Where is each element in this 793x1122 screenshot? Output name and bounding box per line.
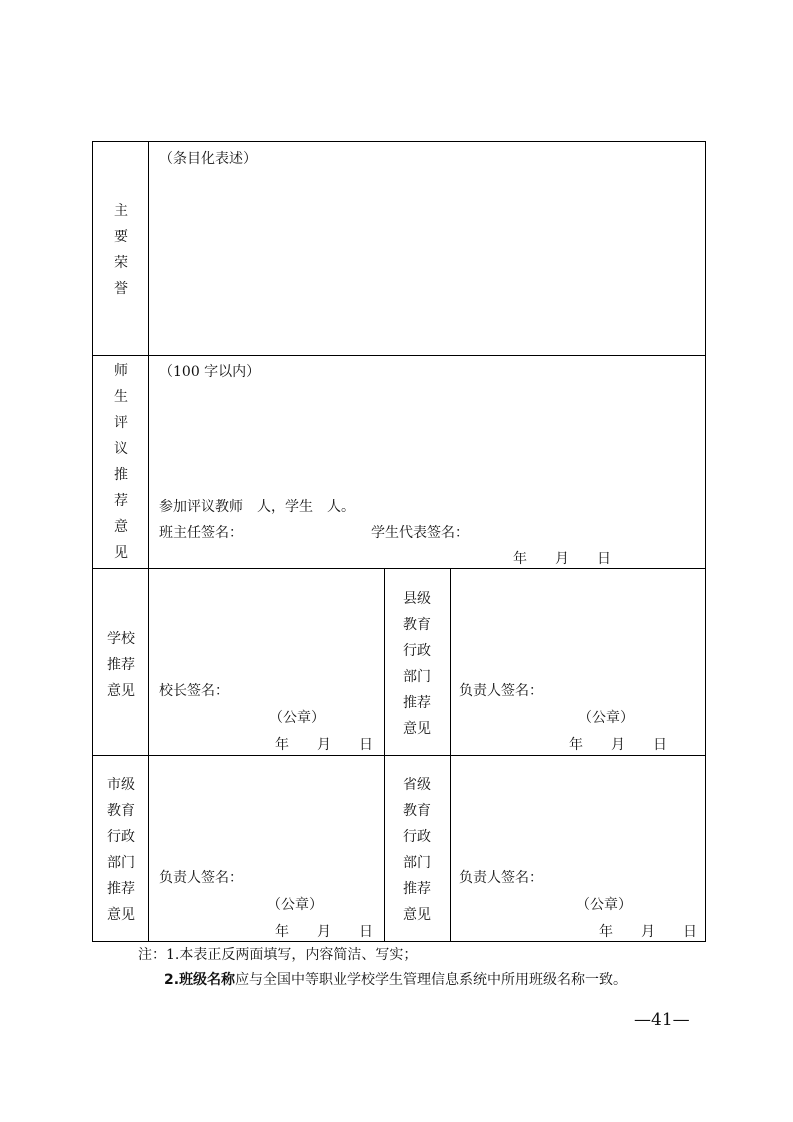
row-divider (93, 568, 705, 569)
label-char: 生 (114, 389, 128, 405)
column-divider (384, 568, 385, 941)
label-line: 意见 (107, 907, 135, 923)
label-line: 意见 (403, 721, 431, 737)
school-date: 年 月 日 (275, 737, 373, 753)
province-signature-label: 负责人签名： (459, 870, 543, 886)
student-rep-signature-label: 学生代表签名： (371, 525, 469, 541)
headteacher-signature-label: 班主任签名： (159, 525, 243, 541)
label-line: 行政 (403, 829, 431, 845)
county-date: 年 月 日 (569, 737, 667, 753)
school-label (101, 626, 141, 704)
label-line: 意见 (403, 907, 431, 923)
review-participants: 参加评议教师 人，学生 人。 (159, 499, 355, 515)
note-line-2 (164, 971, 627, 989)
note-line-1: 注：1.本表正反两面填写，内容简洁、写实； (138, 947, 418, 963)
city-seal: （公章） (267, 897, 323, 913)
label-char: 推 (114, 467, 128, 483)
label-char: 议 (114, 441, 128, 457)
county-signature-label: 负责人签名： (459, 683, 543, 699)
province-label (397, 772, 437, 928)
label-line: 意见 (107, 683, 135, 699)
label-line: 教育 (403, 617, 431, 633)
label-line: 部门 (403, 669, 431, 685)
label-line: 市级 (107, 777, 135, 793)
label-line: 教育 (107, 803, 135, 819)
label-char: 荐 (114, 493, 128, 509)
row-divider (93, 755, 705, 756)
column-divider (148, 142, 149, 941)
label-char: 荣 (114, 255, 128, 271)
label-line: 推荐 (403, 695, 431, 711)
label-line: 行政 (107, 829, 135, 845)
label-line: 部门 (107, 855, 135, 871)
label-char: 意 (114, 519, 128, 535)
province-date: 年 月 日 (599, 924, 697, 940)
note-emphasis: 班级名称 (179, 972, 236, 988)
page-number: —41— (634, 1010, 690, 1030)
label-line: 部门 (403, 855, 431, 871)
label-char: 师 (114, 363, 128, 379)
review-label (101, 358, 141, 566)
column-divider (450, 568, 451, 941)
label-char: 见 (114, 545, 128, 561)
note-text: 应与全国中等职业学校学生管理信息系统中所用班级名称一致。 (235, 972, 628, 988)
label-char: 誉 (114, 281, 128, 297)
label-line: 推荐 (107, 881, 135, 897)
row-divider (93, 355, 705, 356)
province-seal: （公章） (576, 897, 632, 913)
honors-hint: （条目化表述） (159, 151, 257, 167)
label-line: 推荐 (107, 657, 135, 673)
label-line: 学校 (107, 631, 135, 647)
review-date: 年 月 日 (513, 551, 611, 567)
label-line: 推荐 (403, 881, 431, 897)
label-char: 主 (114, 203, 128, 219)
review-hint: （100 字以内） (159, 364, 261, 380)
recommendation-form-table (92, 141, 706, 942)
principal-signature-label: 校长签名： (159, 683, 229, 699)
label-line: 县级 (403, 591, 431, 607)
school-seal: （公章） (269, 710, 325, 726)
city-date: 年 月 日 (275, 924, 373, 940)
label-line: 行政 (403, 643, 431, 659)
label-char: 评 (114, 415, 128, 431)
label-char: 要 (114, 229, 128, 245)
city-signature-label: 负责人签名： (159, 870, 243, 886)
note-number: 2. (164, 972, 180, 988)
label-line: 教育 (403, 803, 431, 819)
city-label (101, 772, 141, 928)
honors-label (101, 198, 141, 302)
county-seal: （公章） (578, 710, 634, 726)
county-label (397, 586, 437, 742)
label-line: 省级 (403, 777, 431, 793)
